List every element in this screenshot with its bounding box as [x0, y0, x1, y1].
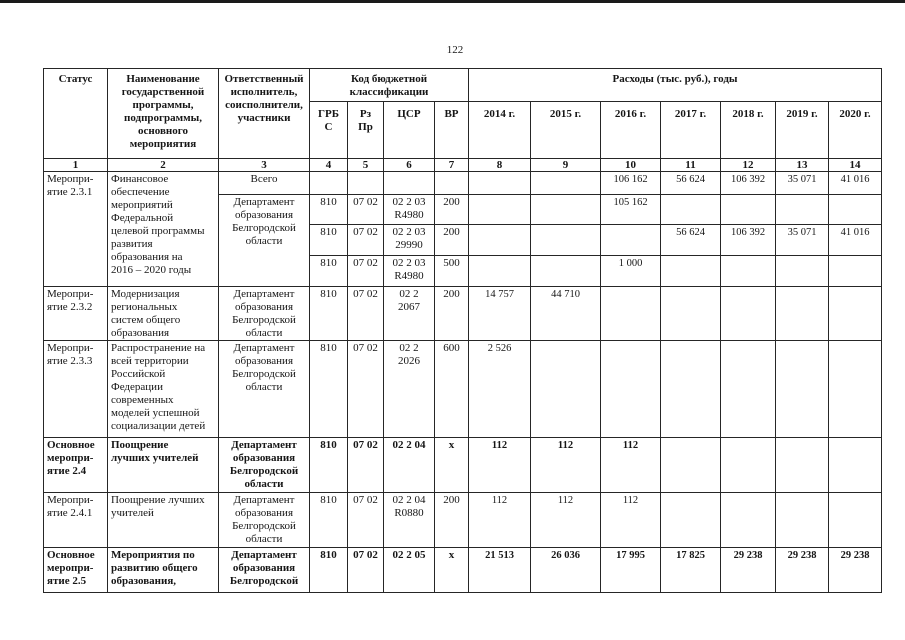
cell-status: Основное меропри- ятие 2.5 — [44, 548, 108, 593]
cell-csr: 02 2 03 R4980 — [384, 256, 435, 287]
cell-rzpr: 07 02 — [348, 548, 384, 593]
cell-csr: 02 2 04 R0880 — [384, 493, 435, 548]
cell-name: Финансовое обеспечение мероприятий Федеральной целевой программы развития образования на 2016 – 2020 годы — [108, 172, 219, 287]
column-number: 12 — [721, 159, 776, 172]
cell-expense-2016: 112 — [601, 493, 661, 548]
cell-rzpr: 07 02 — [348, 256, 384, 287]
header-grbs: ГРБ С — [310, 102, 348, 159]
empty-cell — [531, 195, 601, 225]
column-numbers-row — [44, 159, 882, 172]
cell-vr: 200 — [435, 493, 469, 548]
cell-csr: 02 2 04 — [384, 438, 435, 493]
cell-vr: 200 — [435, 287, 469, 341]
empty-cell — [829, 341, 882, 438]
cell-responsible: Департамент образования Белгородской области — [219, 341, 310, 438]
empty-cell — [531, 172, 601, 195]
cell-expense-2019: 29 238 — [776, 548, 829, 593]
cell-vr: x — [435, 548, 469, 593]
cell-expense-2019: 35 071 — [776, 172, 829, 195]
empty-cell — [776, 341, 829, 438]
empty-cell — [384, 172, 435, 195]
cell-expense-2015: 26 036 — [531, 548, 601, 593]
cell-responsible: Департамент образования Белгородской области — [219, 438, 310, 493]
empty-cell — [435, 172, 469, 195]
column-number: 13 — [776, 159, 829, 172]
cell-responsible: Департамент образования Белгородской области — [219, 195, 310, 287]
header-year-2014: 2014 г. — [469, 102, 531, 159]
cell-expense-2015: 112 — [531, 493, 601, 548]
cell-csr: 02 2 03 R4980 — [384, 195, 435, 225]
header-budget-code: Код бюджетной классификации — [310, 69, 469, 102]
cell-responsible: Департамент образования Белгородской — [219, 548, 310, 593]
header-row — [44, 69, 882, 102]
empty-cell — [661, 341, 721, 438]
cell-name: Модернизация региональных систем общего образования — [108, 287, 219, 341]
cell-expense-2014: 112 — [469, 493, 531, 548]
cell-expense-2020: 29 238 — [829, 548, 882, 593]
header-year-2016: 2016 г. — [601, 102, 661, 159]
empty-cell — [721, 438, 776, 493]
cell-rzpr: 07 02 — [348, 225, 384, 256]
column-number: 1 — [44, 159, 108, 172]
cell-csr: 02 2 05 — [384, 548, 435, 593]
empty-cell — [310, 172, 348, 195]
cell-name: Поощрение лучших учителей — [108, 493, 219, 548]
header-csr: ЦСР — [384, 102, 435, 159]
cell-expense-2016: 105 162 — [601, 195, 661, 225]
cell-status: Меропри- ятие 2.3.1 — [44, 172, 108, 287]
header-responsible: Ответственный исполнитель, соисполнители, участники — [219, 69, 310, 159]
cell-vr: 500 — [435, 256, 469, 287]
column-number: 4 — [310, 159, 348, 172]
budget-table — [43, 68, 882, 593]
cell-expense-2014: 2 526 — [469, 341, 531, 438]
cell-grbs: 810 — [310, 548, 348, 593]
column-number: 10 — [601, 159, 661, 172]
empty-cell — [721, 287, 776, 341]
empty-cell — [661, 493, 721, 548]
cell-expense-2014: 21 513 — [469, 548, 531, 593]
header-vr: ВР — [435, 102, 469, 159]
cell-csr: 02 2 03 29990 — [384, 225, 435, 256]
column-number: 11 — [661, 159, 721, 172]
cell-rzpr: 07 02 — [348, 287, 384, 341]
header-expenses: Расходы (тыс. руб.), годы — [469, 69, 882, 102]
header-year-2017: 2017 г. — [661, 102, 721, 159]
empty-cell — [469, 172, 531, 195]
empty-cell — [829, 438, 882, 493]
cell-expense-2017: 17 825 — [661, 548, 721, 593]
column-number: 6 — [384, 159, 435, 172]
cell-rzpr: 07 02 — [348, 195, 384, 225]
cell-expense-2020: 41 016 — [829, 172, 882, 195]
empty-cell — [469, 256, 531, 287]
empty-cell — [829, 256, 882, 287]
cell-rzpr: 07 02 — [348, 341, 384, 438]
cell-vr: 200 — [435, 225, 469, 256]
cell-vr: 200 — [435, 195, 469, 225]
empty-cell — [776, 438, 829, 493]
cell-name: Распространение на всей территории Российской Федерации современных моделей успешной социализации детей — [108, 341, 219, 438]
cell-grbs: 810 — [310, 438, 348, 493]
cell-expense-2016: 1 000 — [601, 256, 661, 287]
empty-cell — [721, 341, 776, 438]
cell-name: Поощрение лучших учителей — [108, 438, 219, 493]
cell-expense-2015: 112 — [531, 438, 601, 493]
cell-grbs: 810 — [310, 493, 348, 548]
cell-csr: 02 2 2026 — [384, 341, 435, 438]
cell-name: Мероприятия по развитию общего образования, — [108, 548, 219, 593]
empty-cell — [661, 287, 721, 341]
empty-cell — [601, 287, 661, 341]
scan-edge — [0, 0, 905, 3]
cell-responsible: Департамент образования Белгородской области — [219, 287, 310, 341]
empty-cell — [601, 341, 661, 438]
column-number: 8 — [469, 159, 531, 172]
empty-cell — [661, 195, 721, 225]
empty-cell — [721, 493, 776, 548]
cell-expense-2016: 112 — [601, 438, 661, 493]
table-row — [44, 548, 882, 593]
cell-expense-2017: 56 624 — [661, 225, 721, 256]
empty-cell — [721, 256, 776, 287]
empty-cell — [661, 256, 721, 287]
cell-vr: 600 — [435, 341, 469, 438]
header-year-2020: 2020 г. — [829, 102, 882, 159]
cell-expense-2014: 14 757 — [469, 287, 531, 341]
cell-expense-2016: 17 995 — [601, 548, 661, 593]
table-row — [44, 341, 882, 438]
empty-cell — [348, 172, 384, 195]
cell-status: Меропри- ятие 2.4.1 — [44, 493, 108, 548]
cell-grbs: 810 — [310, 195, 348, 225]
cell-grbs: 810 — [310, 225, 348, 256]
cell-expense-2018: 106 392 — [721, 225, 776, 256]
cell-rzpr: 07 02 — [348, 438, 384, 493]
cell-expense-2016: 106 162 — [601, 172, 661, 195]
table-row — [44, 438, 882, 493]
empty-cell — [531, 256, 601, 287]
column-number: 7 — [435, 159, 469, 172]
header-rzpr: Рз Пр — [348, 102, 384, 159]
cell-csr: 02 2 2067 — [384, 287, 435, 341]
empty-cell — [601, 225, 661, 256]
cell-expense-2018: 106 392 — [721, 172, 776, 195]
empty-cell — [531, 225, 601, 256]
column-number: 9 — [531, 159, 601, 172]
header-status: Статус — [44, 69, 108, 159]
table-row — [44, 493, 882, 548]
empty-cell — [469, 225, 531, 256]
empty-cell — [721, 195, 776, 225]
empty-cell — [776, 195, 829, 225]
header-year-2019: 2019 г. — [776, 102, 829, 159]
column-number: 3 — [219, 159, 310, 172]
empty-cell — [829, 195, 882, 225]
header-year-2018: 2018 г. — [721, 102, 776, 159]
empty-cell — [829, 493, 882, 548]
cell-vr: x — [435, 438, 469, 493]
cell-expense-2015: 44 710 — [531, 287, 601, 341]
empty-cell — [776, 287, 829, 341]
table-row — [44, 287, 882, 341]
header-year-2015: 2015 г. — [531, 102, 601, 159]
cell-grbs: 810 — [310, 287, 348, 341]
page-number: 122 — [446, 44, 464, 56]
cell-responsible: Всего — [219, 172, 310, 195]
empty-cell — [776, 493, 829, 548]
cell-grbs: 810 — [310, 256, 348, 287]
column-number: 5 — [348, 159, 384, 172]
cell-expense-2019: 35 071 — [776, 225, 829, 256]
cell-status: Меропри- ятие 2.3.2 — [44, 287, 108, 341]
cell-grbs: 810 — [310, 341, 348, 438]
empty-cell — [531, 341, 601, 438]
empty-cell — [469, 195, 531, 225]
header-name: Наименование государственной программы, подпрограммы, основного мероприятия — [108, 69, 219, 159]
cell-expense-2017: 56 624 — [661, 172, 721, 195]
cell-status: Меропри- ятие 2.3.3 — [44, 341, 108, 438]
cell-rzpr: 07 02 — [348, 493, 384, 548]
cell-expense-2018: 29 238 — [721, 548, 776, 593]
empty-cell — [829, 287, 882, 341]
column-number: 2 — [108, 159, 219, 172]
empty-cell — [776, 256, 829, 287]
cell-expense-2014: 112 — [469, 438, 531, 493]
column-number: 14 — [829, 159, 882, 172]
table-row — [44, 172, 882, 195]
cell-expense-2020: 41 016 — [829, 225, 882, 256]
cell-status: Основное меропри- ятие 2.4 — [44, 438, 108, 493]
cell-responsible: Департамент образования Белгородской области — [219, 493, 310, 548]
empty-cell — [661, 438, 721, 493]
